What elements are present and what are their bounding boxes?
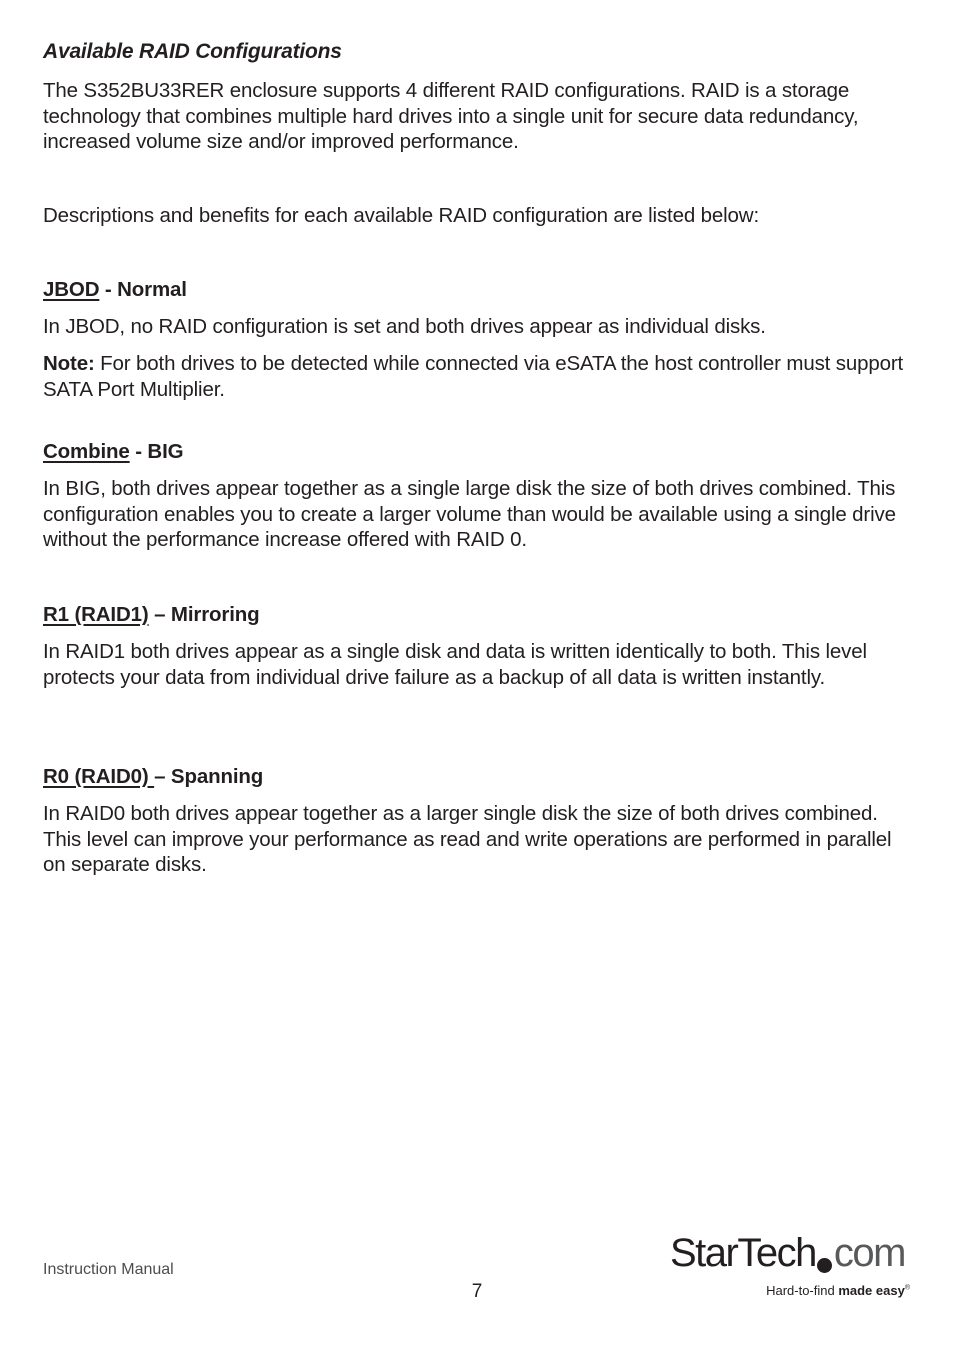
section-title: Available RAID Configurations [43,40,342,63]
logo-tag-bold: made easy [838,1283,905,1298]
intro-paragraph: The S352BU33RER enclosure supports 4 different RAID configurations. RAID is a storage technology that combines multiple hard drives into a single unit for secure data redundancy, increased volume size and/or improved performance. [43,79,859,153]
jbod-heading [43,277,187,302]
raid1-heading [43,602,260,627]
raid0-heading-name: R0 (RAID0) [43,765,155,788]
raid0-heading-suffix: – Spanning [154,765,264,788]
jbod-note [43,351,911,402]
combine-heading-name: Combine [43,440,130,463]
footer-label: Instruction Manual [43,1261,174,1278]
combine-heading [43,439,183,464]
note-text: For both drives to be detected while connected via eSATA the host controller must support SATA Port Multiplier. [43,352,904,401]
startech-logo [670,1228,910,1308]
logo-wordmark [670,1228,905,1278]
raid1-heading-name: R1 (RAID1) [43,603,149,626]
jbod-body: In JBOD, no RAID configuration is set and both drives appear as individual disks. [43,315,766,338]
registered-mark: ® [904,1284,910,1292]
logo-tagline [766,1283,910,1298]
raid1-body: In RAID1 both drives appear as a single disk and data is written identically to both. This level protects your data from individual drive failure as a backup of all data is written instantly. [43,640,867,689]
jbod-heading-suffix: - Normal [99,278,187,301]
raid0-heading [43,764,263,789]
raid0-body: In RAID0 both drives appear together as a larger single disk the size of both drives combined. This level can improve your performance as read and write operations are performed in parallel on separate disks. [43,802,892,876]
logo-dot-icon [817,1258,832,1273]
combine-heading-suffix: - BIG [129,440,184,463]
page-number: 7 [471,1281,483,1302]
raid1-heading-suffix: – Mirroring [148,603,260,626]
logo-com-text: com [833,1231,905,1275]
note-label: Note: [43,352,95,375]
logo-tag-regular: Hard-to-find [766,1283,839,1298]
combine-body: In BIG, both drives appear together as a single large disk the size of both drives combined. This configuration enables you to create a larger volume than would be available using a single drive without the performance increase offered with RAID 0. [43,477,896,551]
lead-paragraph: Descriptions and benefits for each available RAID configuration are listed below: [43,204,760,227]
jbod-heading-name: JBOD [43,278,100,301]
logo-main-text: StarTech [670,1231,816,1275]
